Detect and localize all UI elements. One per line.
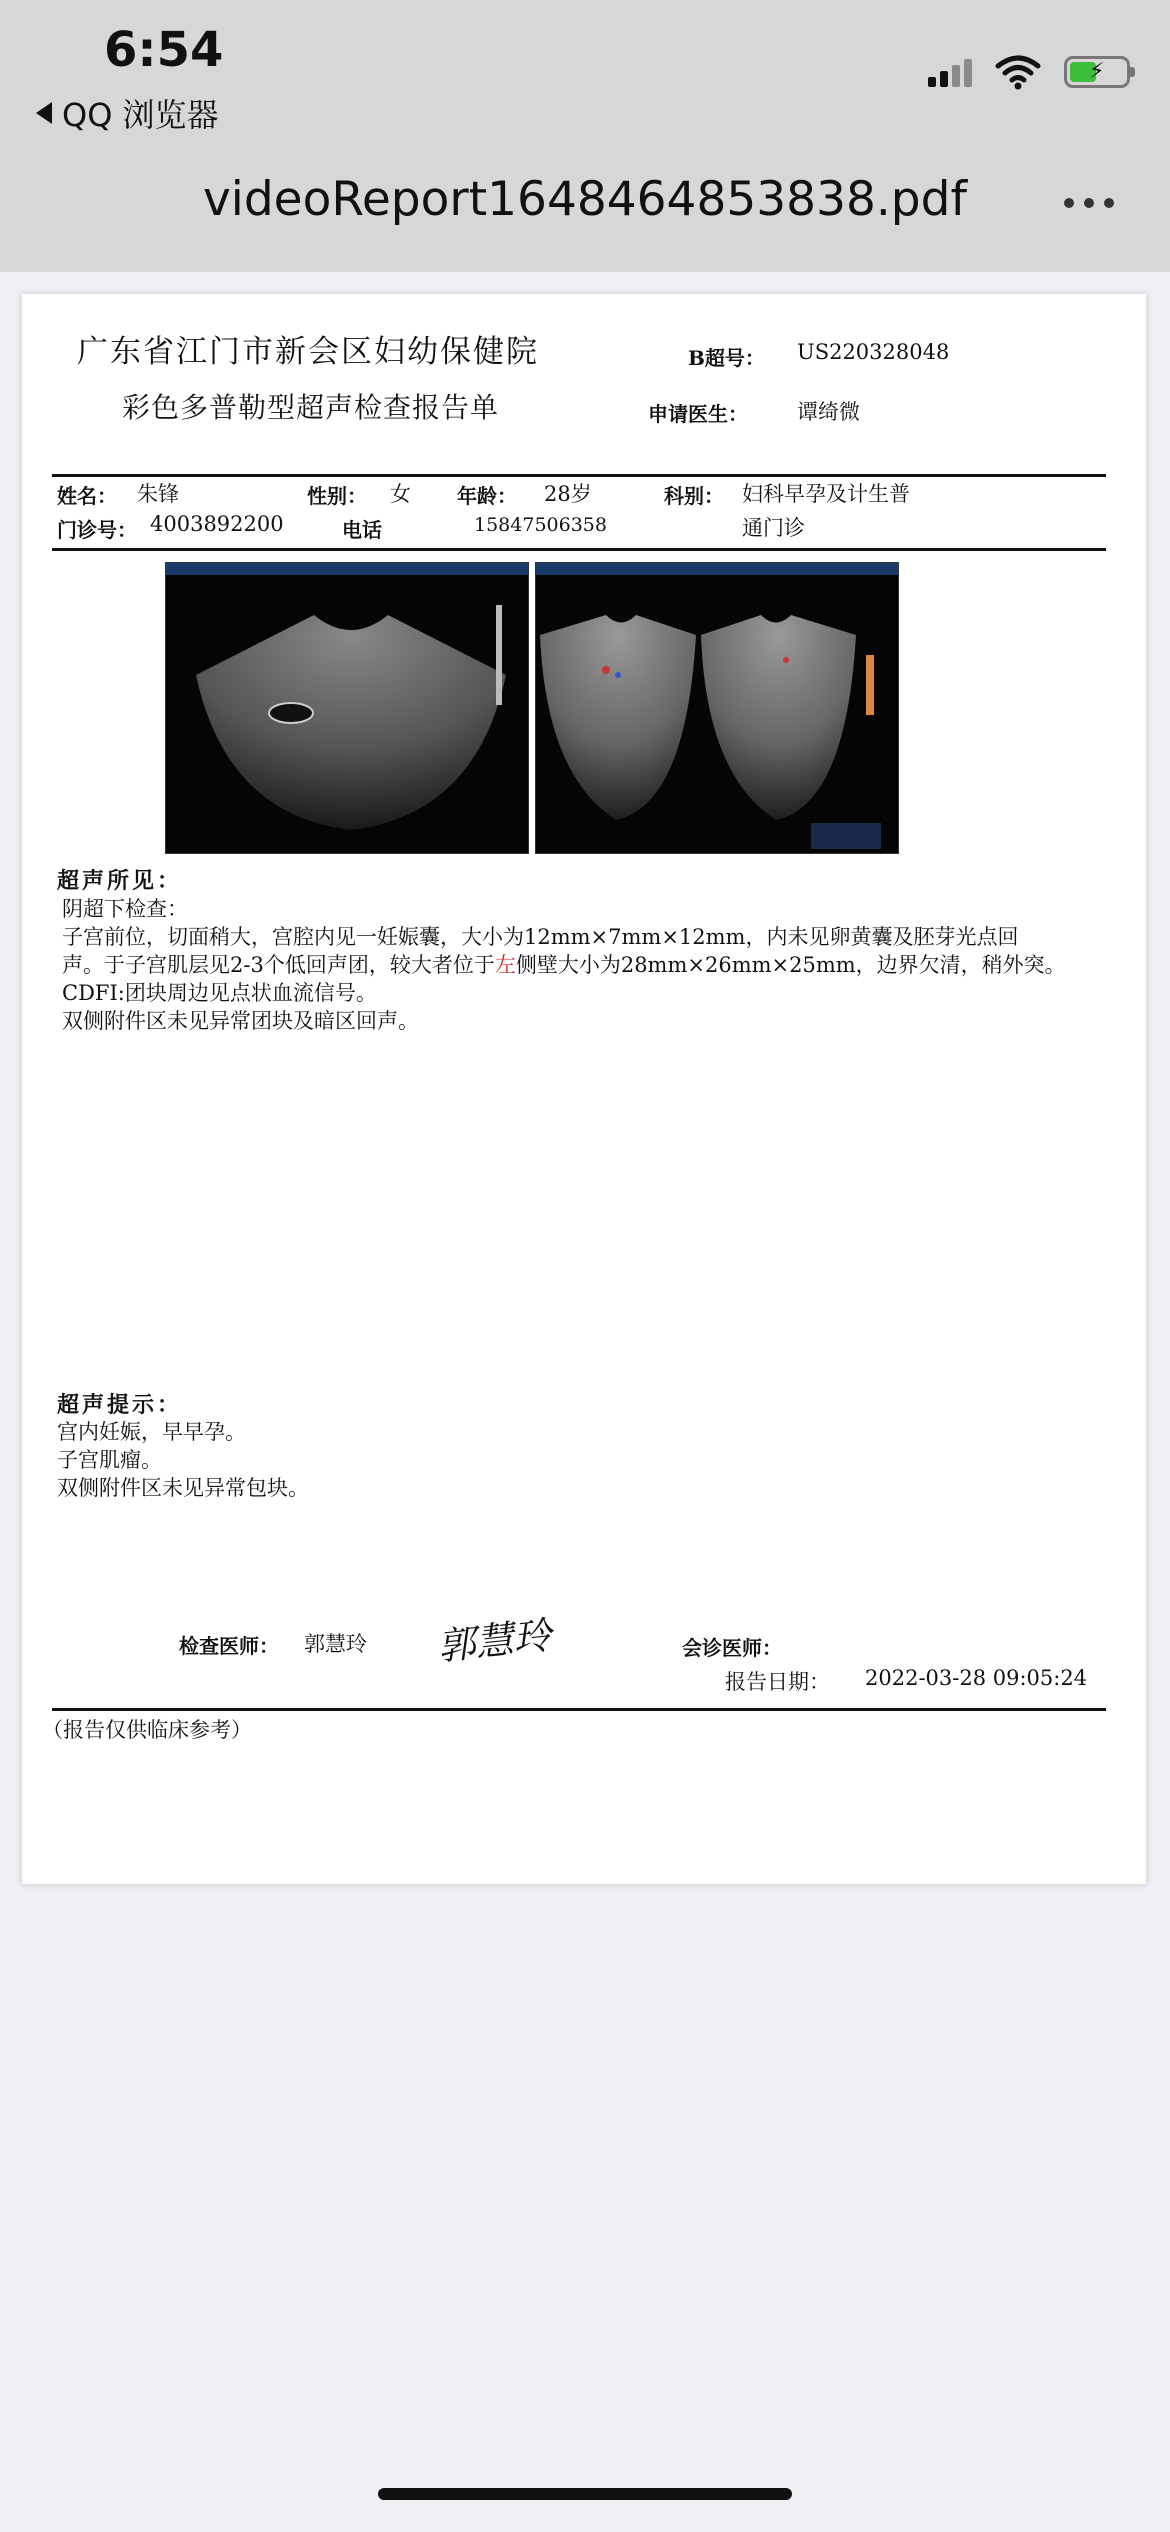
consulting-doctor-label: 会诊医师：: [682, 1636, 782, 1660]
status-time: 6:54: [104, 22, 224, 78]
name-label: 姓名：: [57, 484, 117, 508]
divider: [52, 548, 1106, 551]
dept-line1: 妇科早孕及计生普: [742, 482, 910, 506]
report-date-label: 报告日期：: [725, 1670, 830, 1694]
dot-icon: [1084, 198, 1094, 208]
impression-item: 子宫肌瘤。: [57, 1448, 162, 1472]
back-triangle-icon: [36, 102, 52, 124]
requesting-doctor: 谭绮微: [797, 400, 860, 424]
gender-label: 性别：: [307, 484, 367, 508]
patient-name: 朱锋: [137, 482, 179, 506]
age-label: 年龄：: [457, 484, 517, 508]
patient-age: 28岁: [544, 482, 592, 506]
impression-item: 宫内妊娠，早早孕。: [57, 1420, 246, 1444]
more-options-button[interactable]: [1064, 198, 1114, 208]
findings-line: 阴超下检查：: [62, 897, 188, 921]
dot-icon: [1064, 198, 1074, 208]
findings-text: [62, 895, 1066, 1035]
divider: [52, 474, 1106, 477]
phone-label: 电话: [342, 518, 382, 542]
status-icons: [928, 54, 1130, 90]
examining-doctor-label: 检查医师：: [179, 1634, 279, 1658]
pdf-page[interactable]: [22, 294, 1146, 1884]
findings-line: 声。于子宫肌层见2-3个低回声团，较大者位于左侧壁大小为28mm×26mm×25mm，边界欠清，稍外突。: [62, 953, 1066, 977]
dept-label: 科别：: [664, 484, 724, 508]
impressions-list: [57, 1418, 309, 1502]
back-to-app-link[interactable]: [36, 90, 219, 136]
divider: [52, 1708, 1106, 1711]
b-no-label: B超号：: [688, 346, 765, 370]
ultrasound-image-2: [535, 562, 899, 854]
dept-line2: 通门诊: [742, 516, 805, 540]
hospital-name: 广东省江门市新会区妇幼保健院: [77, 334, 539, 370]
impression-item: 双侧附件区未见异常包块。: [57, 1476, 309, 1500]
findings-line: 子宫前位，切面稍大，宫腔内见一妊娠囊，大小为12mm×7mm×12mm，内未见卵黄囊及胚芽光点回: [62, 925, 1019, 949]
phone: 15847506358: [474, 514, 607, 536]
requesting-doctor-label: 申请医生：: [648, 402, 748, 426]
impression-title: 超声提示：: [57, 1392, 183, 1418]
cellular-signal-icon: [928, 57, 972, 87]
clinic-no: 4003892200: [150, 512, 284, 536]
left-side-highlight: 左: [494, 953, 516, 977]
document-title: videoReport1648464853838.pdf: [202, 172, 968, 227]
disclaimer: （报告仅供临床参考）: [42, 1718, 252, 1742]
ultrasound-image-1: [165, 562, 529, 854]
examining-doctor: 郭慧玲: [304, 1632, 367, 1656]
findings-line: CDFI:团块周边见点状血流信号。: [62, 981, 377, 1005]
b-no: US220328048: [797, 340, 950, 364]
top-bar: [0, 0, 1170, 272]
battery-charging-icon: ⚡: [1064, 56, 1130, 88]
home-indicator[interactable]: [378, 2488, 792, 2500]
clinic-no-label: 门诊号：: [57, 518, 137, 542]
report-date: 2022-03-28 09:05:24: [865, 1666, 1088, 1690]
findings-line: 双侧附件区未见异常团块及暗区回声。: [62, 1009, 419, 1033]
findings-title: 超声所见：: [57, 868, 183, 894]
back-app-label: QQ 浏览器: [62, 96, 219, 134]
patient-gender: 女: [390, 482, 411, 506]
wifi-icon: [994, 54, 1042, 90]
doctor-signature: 郭慧玲: [435, 1613, 554, 1669]
report-type: 彩色多普勒型超声检查报告单: [122, 391, 500, 424]
dot-icon: [1104, 198, 1114, 208]
